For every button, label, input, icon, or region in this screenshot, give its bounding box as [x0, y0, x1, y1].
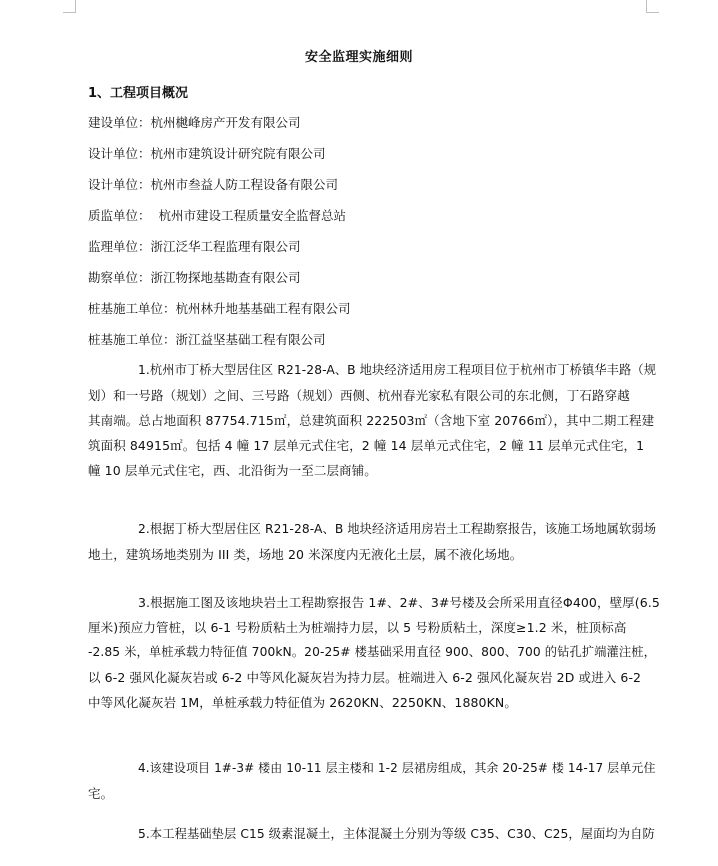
paragraph-line: 宅。	[88, 786, 114, 801]
info-line-supervision-unit: 监理单位：浙江泛华工程监理有限公司	[88, 239, 301, 254]
document-title: 安全监理实施细则	[304, 50, 413, 65]
paragraph-5	[88, 822, 660, 847]
paragraph-line: 幢 10 层单元式住宅，西、北沿街为一至二层商铺。	[88, 463, 377, 478]
paragraph-line: 中等风化凝灰岩 1M，单桩承载力特征值为 2620KN、2250KN、1880KN。	[88, 695, 517, 710]
info-line-design-unit-1: 设计单位：杭州市建筑设计研究院有限公司	[88, 146, 326, 161]
paragraph-line: 划）和一号路（规划）之间、三号路（规划）西侧、杭州春光家私有限公司的东北侧，丁石路穿越	[88, 388, 630, 403]
paragraph-line: 地土，建筑场地类别为 III 类，场地 20 米深度内无液化土层，属不液化场地。	[88, 547, 523, 562]
paragraph-line: 3.根据施工图及该地块岩土工程勘察报告 1#、2#、3#号楼及会所采用直径Φ400，壁厚(6.5	[138, 595, 660, 610]
paragraph-line: 2.根据丁桥大型居住区 R21-28-A、B 地块经济适用房岩土工程勘察报告，该施工场地属软弱场	[138, 522, 657, 536]
info-line-pile-contractor-1: 桩基施工单位：杭州林升地基基础工程有限公司	[88, 301, 351, 316]
paragraph-line: 以 6-2 强风化凝灰岩或 6-2 中等风化凝灰岩为持力层。桩端进入 6-2 强风化凝灰岩 2D 或进入 6-2	[88, 670, 642, 685]
info-line-pile-contractor-2: 桩基施工单位：浙江益坚基础工程有限公司	[88, 332, 326, 347]
paragraph-line: 其南端。总占地面积 87754.715㎡，总建筑面积 222503㎡（含地下室 20766㎡），其中二期工程建	[88, 413, 655, 428]
paragraph-4	[88, 756, 660, 806]
paragraph-line: 5.本工程基础垫层 C15 级素混凝土，主体混凝土分别为等级 C35、C30、C25，屋面均为自防	[138, 827, 655, 841]
info-line-survey-unit: 勘察单位：浙江物探地基勘查有限公司	[88, 270, 301, 285]
section-heading: 1、工程项目概况	[88, 86, 189, 101]
paragraph-line: 4.该建设项目 1#-3# 楼由 10-11 层主楼和 1-2 层裙房组成，其余 20-25# 楼 14-17 层单元住	[138, 761, 656, 775]
info-line-design-unit-2: 设计单位：杭州市叁益人防工程设备有限公司	[88, 177, 339, 192]
paragraph-line: -2.85 米，单桩承载力特征值 700kN。20-25# 楼基础采用直径 900、800、700 的钻孔扩端灌注桩，	[88, 645, 656, 659]
paragraph-line: 筑面积 84915㎡。包括 4 幢 17 层单元式住宅，2 幢 14 层单元式住宅，2 幢 11 层单元式住宅，1	[88, 438, 645, 453]
page-corner-mark-left	[63, 0, 76, 13]
info-line-quality-supervision: 质监单位： 杭州市建设工程质量安全监督总站	[88, 208, 346, 223]
paragraph-line: 厘米)预应力管桩，以 6-1 号粉质粘土为桩端持力层，以 5 号粉质粘土，深度≥1.2 米，桩顶标高	[88, 620, 627, 635]
info-line-construction-unit: 建设单位：杭州樾峰房产开发有限公司	[88, 115, 301, 130]
paragraph-line: 1.杭州市丁桥大型居住区 R21-28-A、B 地块经济适用房工程项目位于杭州市丁桥镇华丰路（规	[138, 363, 657, 377]
paragraph-2	[88, 517, 660, 567]
paragraph-1	[88, 358, 660, 483]
paragraph-3	[88, 590, 660, 715]
page-corner-mark-right	[646, 0, 659, 13]
